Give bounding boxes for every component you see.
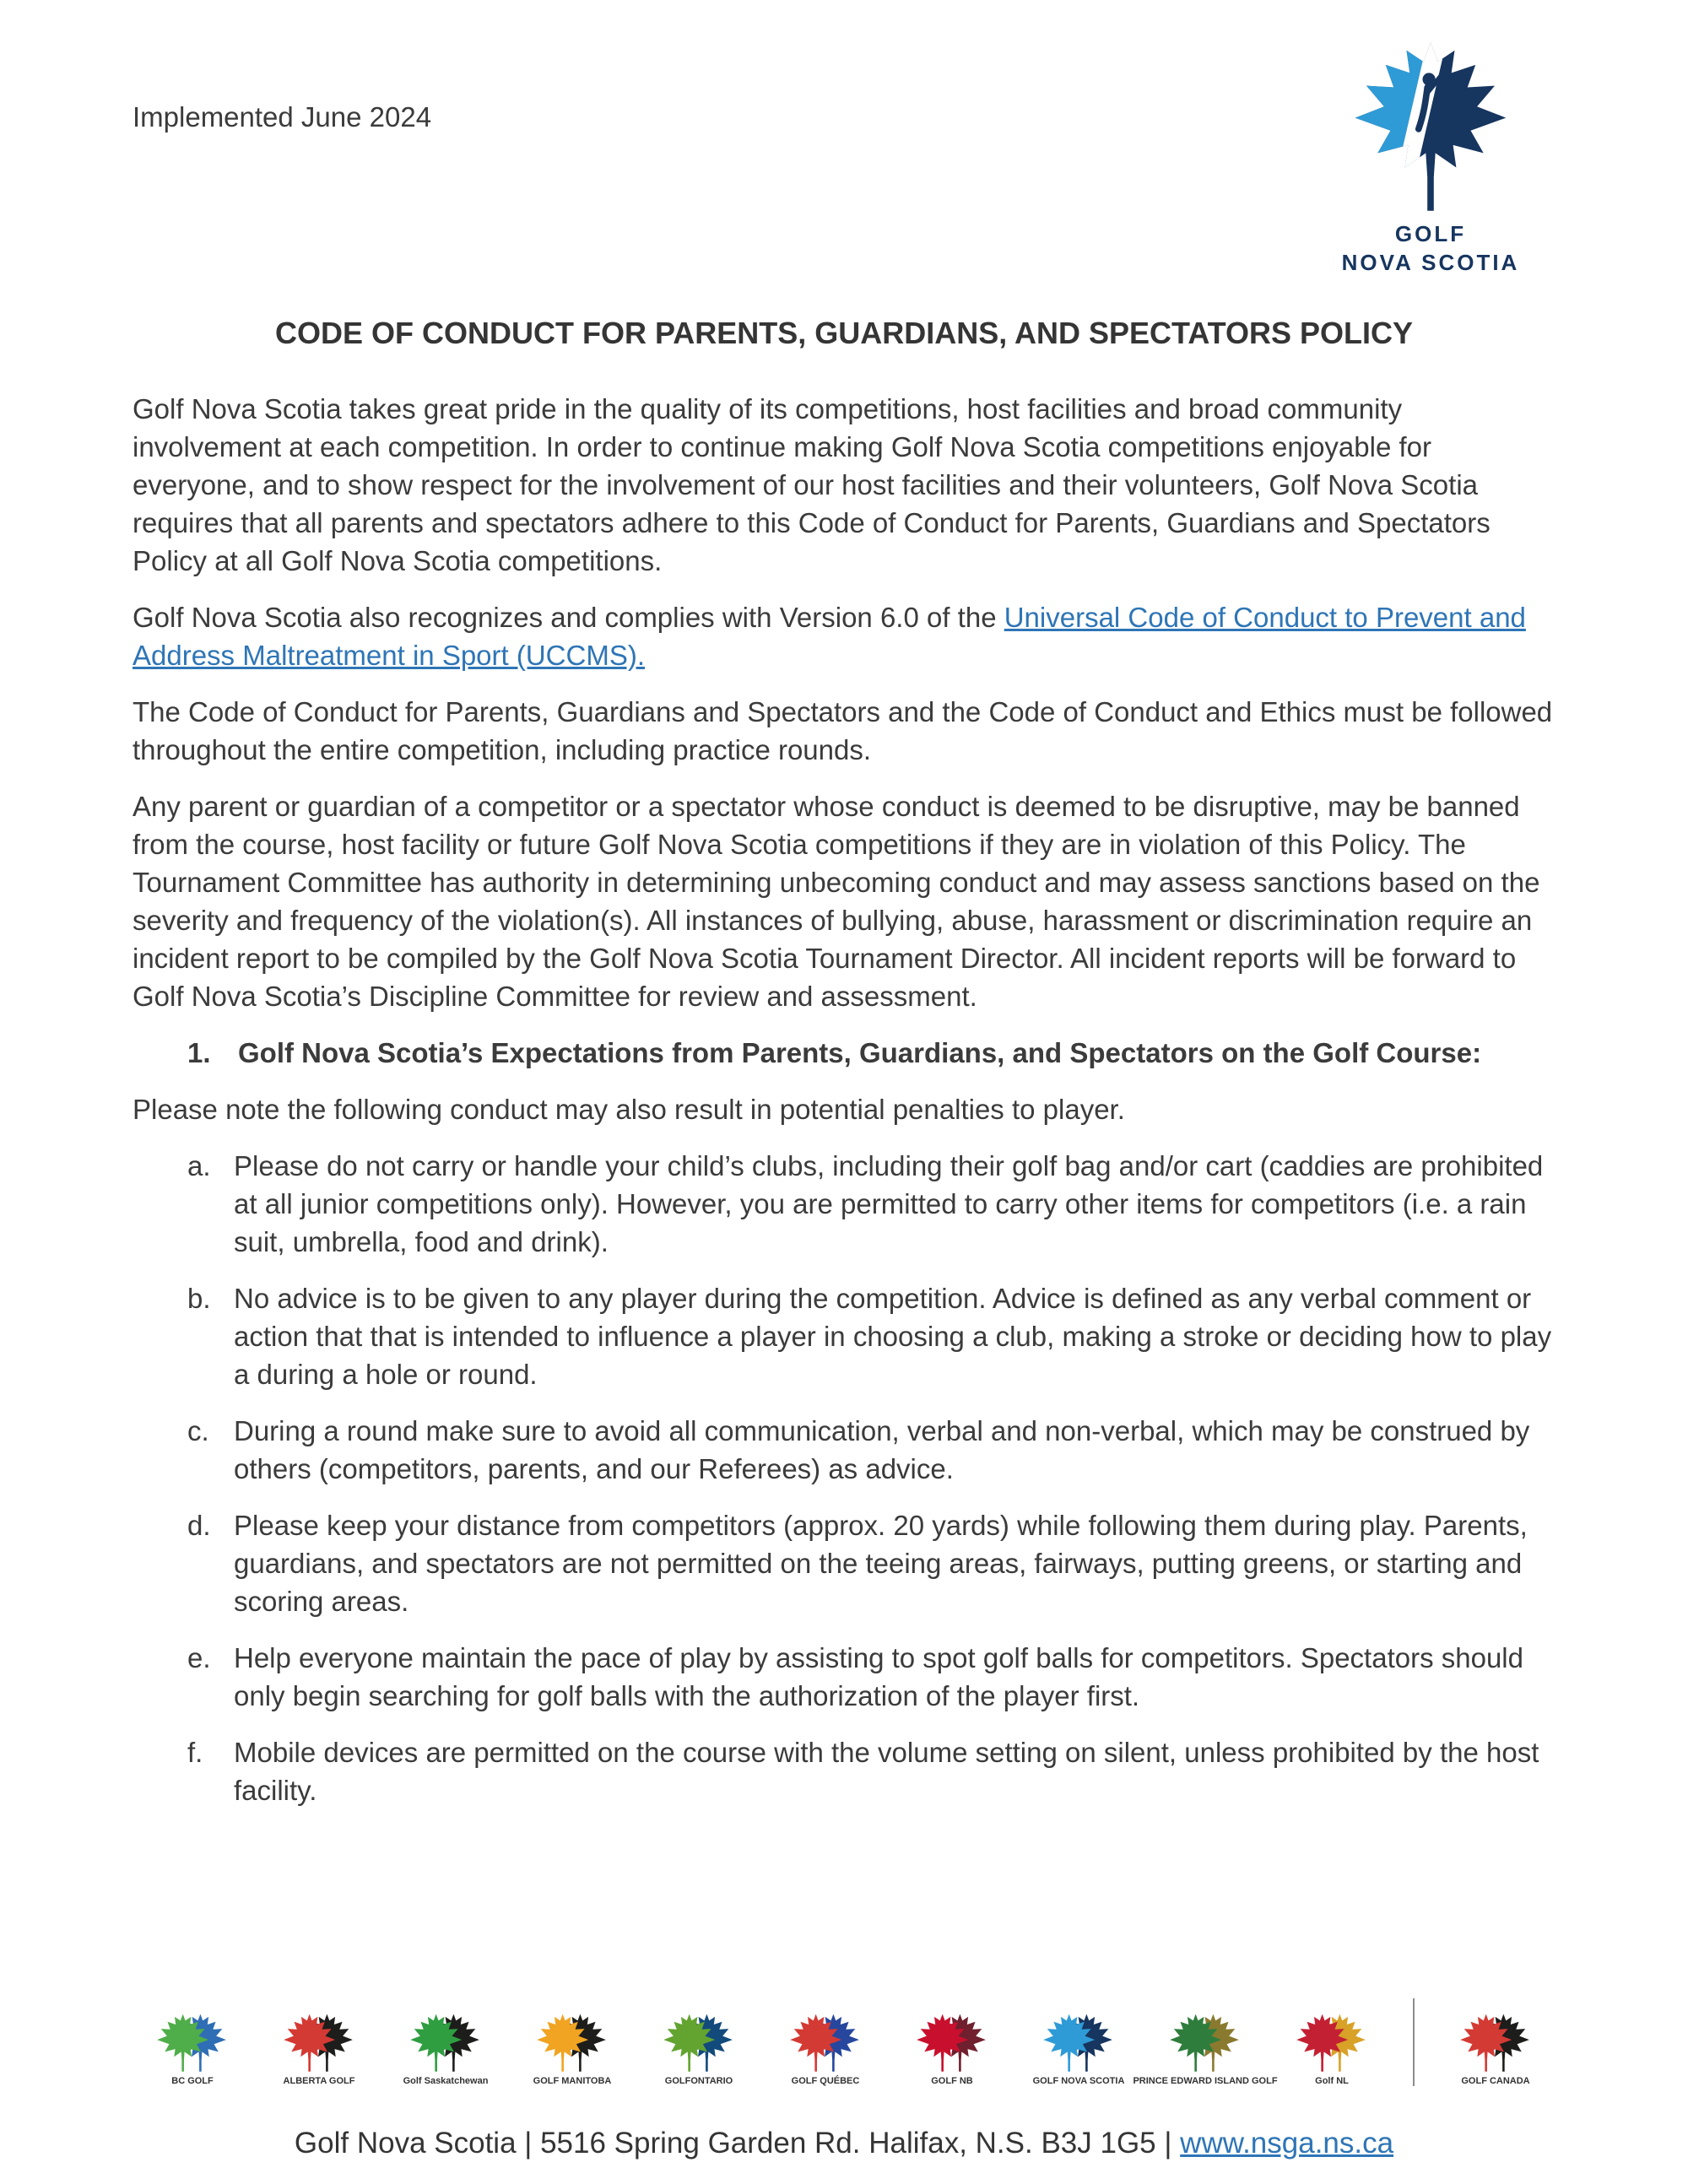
maple-leaf-icon [535,2014,609,2073]
maple-leaf-icon [1168,2014,1242,2073]
logo-text-nova-scotia: NOVA SCOTIA [1341,250,1520,275]
partner-logo-bc-golf: BC GOLF [147,2014,238,2086]
paragraph-text: Golf Nova Scotia also recognizes and complies with Version 6.0 of the [133,602,1004,633]
golf-nova-scotia-logo [1312,41,1549,276]
partner-logo-golf-nova-scotia: GOLF NOVA SCOTIA [1033,2014,1124,2086]
policy-paragraph-3: The Code of Conduct for Parents, Guardians and Spectators and the Code of Conduct and Ethics must be followed throughout the entire competition, including practice rounds. [133,696,1553,765]
policy-paragraph-4: Any parent or guardian of a competitor or a spectator whose conduct is deemed to be disruptive, may be banned from the course, host facility or future Golf Nova Scotia competitions if they are in violation of this Policy. The Tournament Committee has authority in determining unbecoming conduct and may assess sanctions based on the severity and frequency of the violation(s). All instances of bullying, abuse, harassment or discrimination require an incident report to be compiled by the Golf Nova Scotia Tournament Director. All incident reports will be forward to Golf Nova Scotia’s Discipline Committee for review and assessment. [133,791,1540,1012]
maple-leaf-icon [915,2014,989,2073]
partner-logo-pei-golf: PRINCE EDWARD ISLAND GOLF [1160,2014,1251,2086]
footer-address [0,2127,1688,2160]
list-item-label: e. [187,1642,211,1673]
implemented-date: Implemented June 2024 [133,101,432,132]
section-note: Please note the following conduct may also result in potential penalties to player. [133,1094,1125,1125]
section-heading-text: Golf Nova Scotia’s Expectations from Parents, Guardians, and Spectators on the Golf Course: [238,1037,1482,1068]
logo-text-golf: GOLF [1394,221,1467,246]
maple-leaf-icon [155,2014,230,2073]
partner-logo-golf-manitoba: GOLF MANITOBA [527,2014,618,2086]
partner-logo-golf-nl: Golf NL [1286,2014,1377,2086]
list-item-label: f. [187,1737,203,1768]
maple-leaf-golfer-icon [1350,41,1511,214]
policy-paragraph-1: Golf Nova Scotia takes great pride in the quality of its competitions, host facilities and broad community involvement at each competition. In order to continue making Golf Nova Scotia competitions enjoyable for everyone, and to show respect for the involvement of our host facilities and their volunteers, Golf Nova Scotia requires that all parents and spectators adhere to this Code of Conduct for Parents, Guardians and Spectators Policy at all Golf Nova Scotia competitions. [133,393,1491,576]
list-item-text: No advice is to be given to any player during the competition. Advice is defined as any verbal comment or action that that is intended to influence a player in choosing a club, making a stroke or deciding how to play a during a hole or round. [234,1283,1552,1390]
logo-separator [1413,1998,1415,2086]
list-item-text: Please keep your distance from competitors (approx. 20 yards) while following them during play. Parents, guardians, and spectators are not permitted on the teeing areas, fairways, putting greens, or starting and scoring areas. [234,1510,1528,1617]
section-1-heading [187,1034,1557,1072]
list-item-text: Please do not carry or handle your child’s clubs, including their golf bag and/or cart (caddies are prohibited at all junior competitions only). However, you are permitted to carry other items for competitors (i.e. a rain suit, umbrella, food and drink). [234,1150,1544,1257]
list-item-label: b. [187,1283,211,1314]
list-item-label: c. [187,1415,209,1446]
list-item-text: Mobile devices are permitted on the course with the volume setting on silent, unless prohibited by the host facility. [234,1737,1539,1806]
list-item-e [187,1639,1557,1715]
list-item-label: d. [187,1510,211,1541]
policy-paragraph-2 [133,598,1557,674]
document-body [133,390,1557,1828]
maple-leaf-icon [1295,2014,1369,2073]
maple-leaf-icon [1041,2014,1116,2073]
partner-logo-golf-quebec: GOLF QUÉBEC [780,2014,871,2086]
uccms-link[interactable]: Universal Code of Conduct to Prevent and Address Maltreatment in Sport (UCCMS). [133,602,1526,671]
partner-logo-golf-canada: GOLF CANADA [1450,2014,1541,2086]
partner-logos-row [0,1998,1688,2086]
list-item-text: Help everyone maintain the pace of play by assisting to spot golf balls for competitors. Spectators should only begin searching for golf balls with the authorization of the player first. [234,1642,1523,1711]
maple-leaf-icon [788,2014,863,2073]
section-number: 1. [187,1037,211,1068]
list-item-f [187,1733,1557,1809]
list-item-d [187,1506,1557,1620]
partner-logo-alberta-golf: ALBERTA GOLF [273,2014,365,2086]
list-item-label: a. [187,1150,211,1181]
maple-leaf-icon [408,2014,483,2073]
page-title: CODE OF CONDUCT FOR PARENTS, GUARDIANS, AND SPECTATORS POLICY [274,316,1414,350]
list-item-c [187,1412,1557,1488]
maple-leaf-icon [1458,2014,1533,2073]
partner-logo-golf-ontario: GOLFONTARIO [653,2014,744,2086]
address-text: Golf Nova Scotia | 5516 Spring Garden Rd. Halifax, N.S. B3J 1G5 | [294,2127,1181,2160]
maple-leaf-icon [282,2014,356,2073]
list-item-b [187,1279,1557,1393]
website-link[interactable]: www.nsga.ns.ca [1180,2127,1394,2160]
list-item-a [187,1147,1557,1261]
partner-logo-golf-nb: GOLF NB [906,2014,998,2086]
list-item-text: During a round make sure to avoid all communication, verbal and non-verbal, which may be construed by others (competitors, parents, and our Referees) as advice. [234,1415,1530,1484]
maple-leaf-icon [662,2014,736,2073]
partner-logo-golf-saskatchewan: Golf Saskatchewan [400,2014,491,2086]
